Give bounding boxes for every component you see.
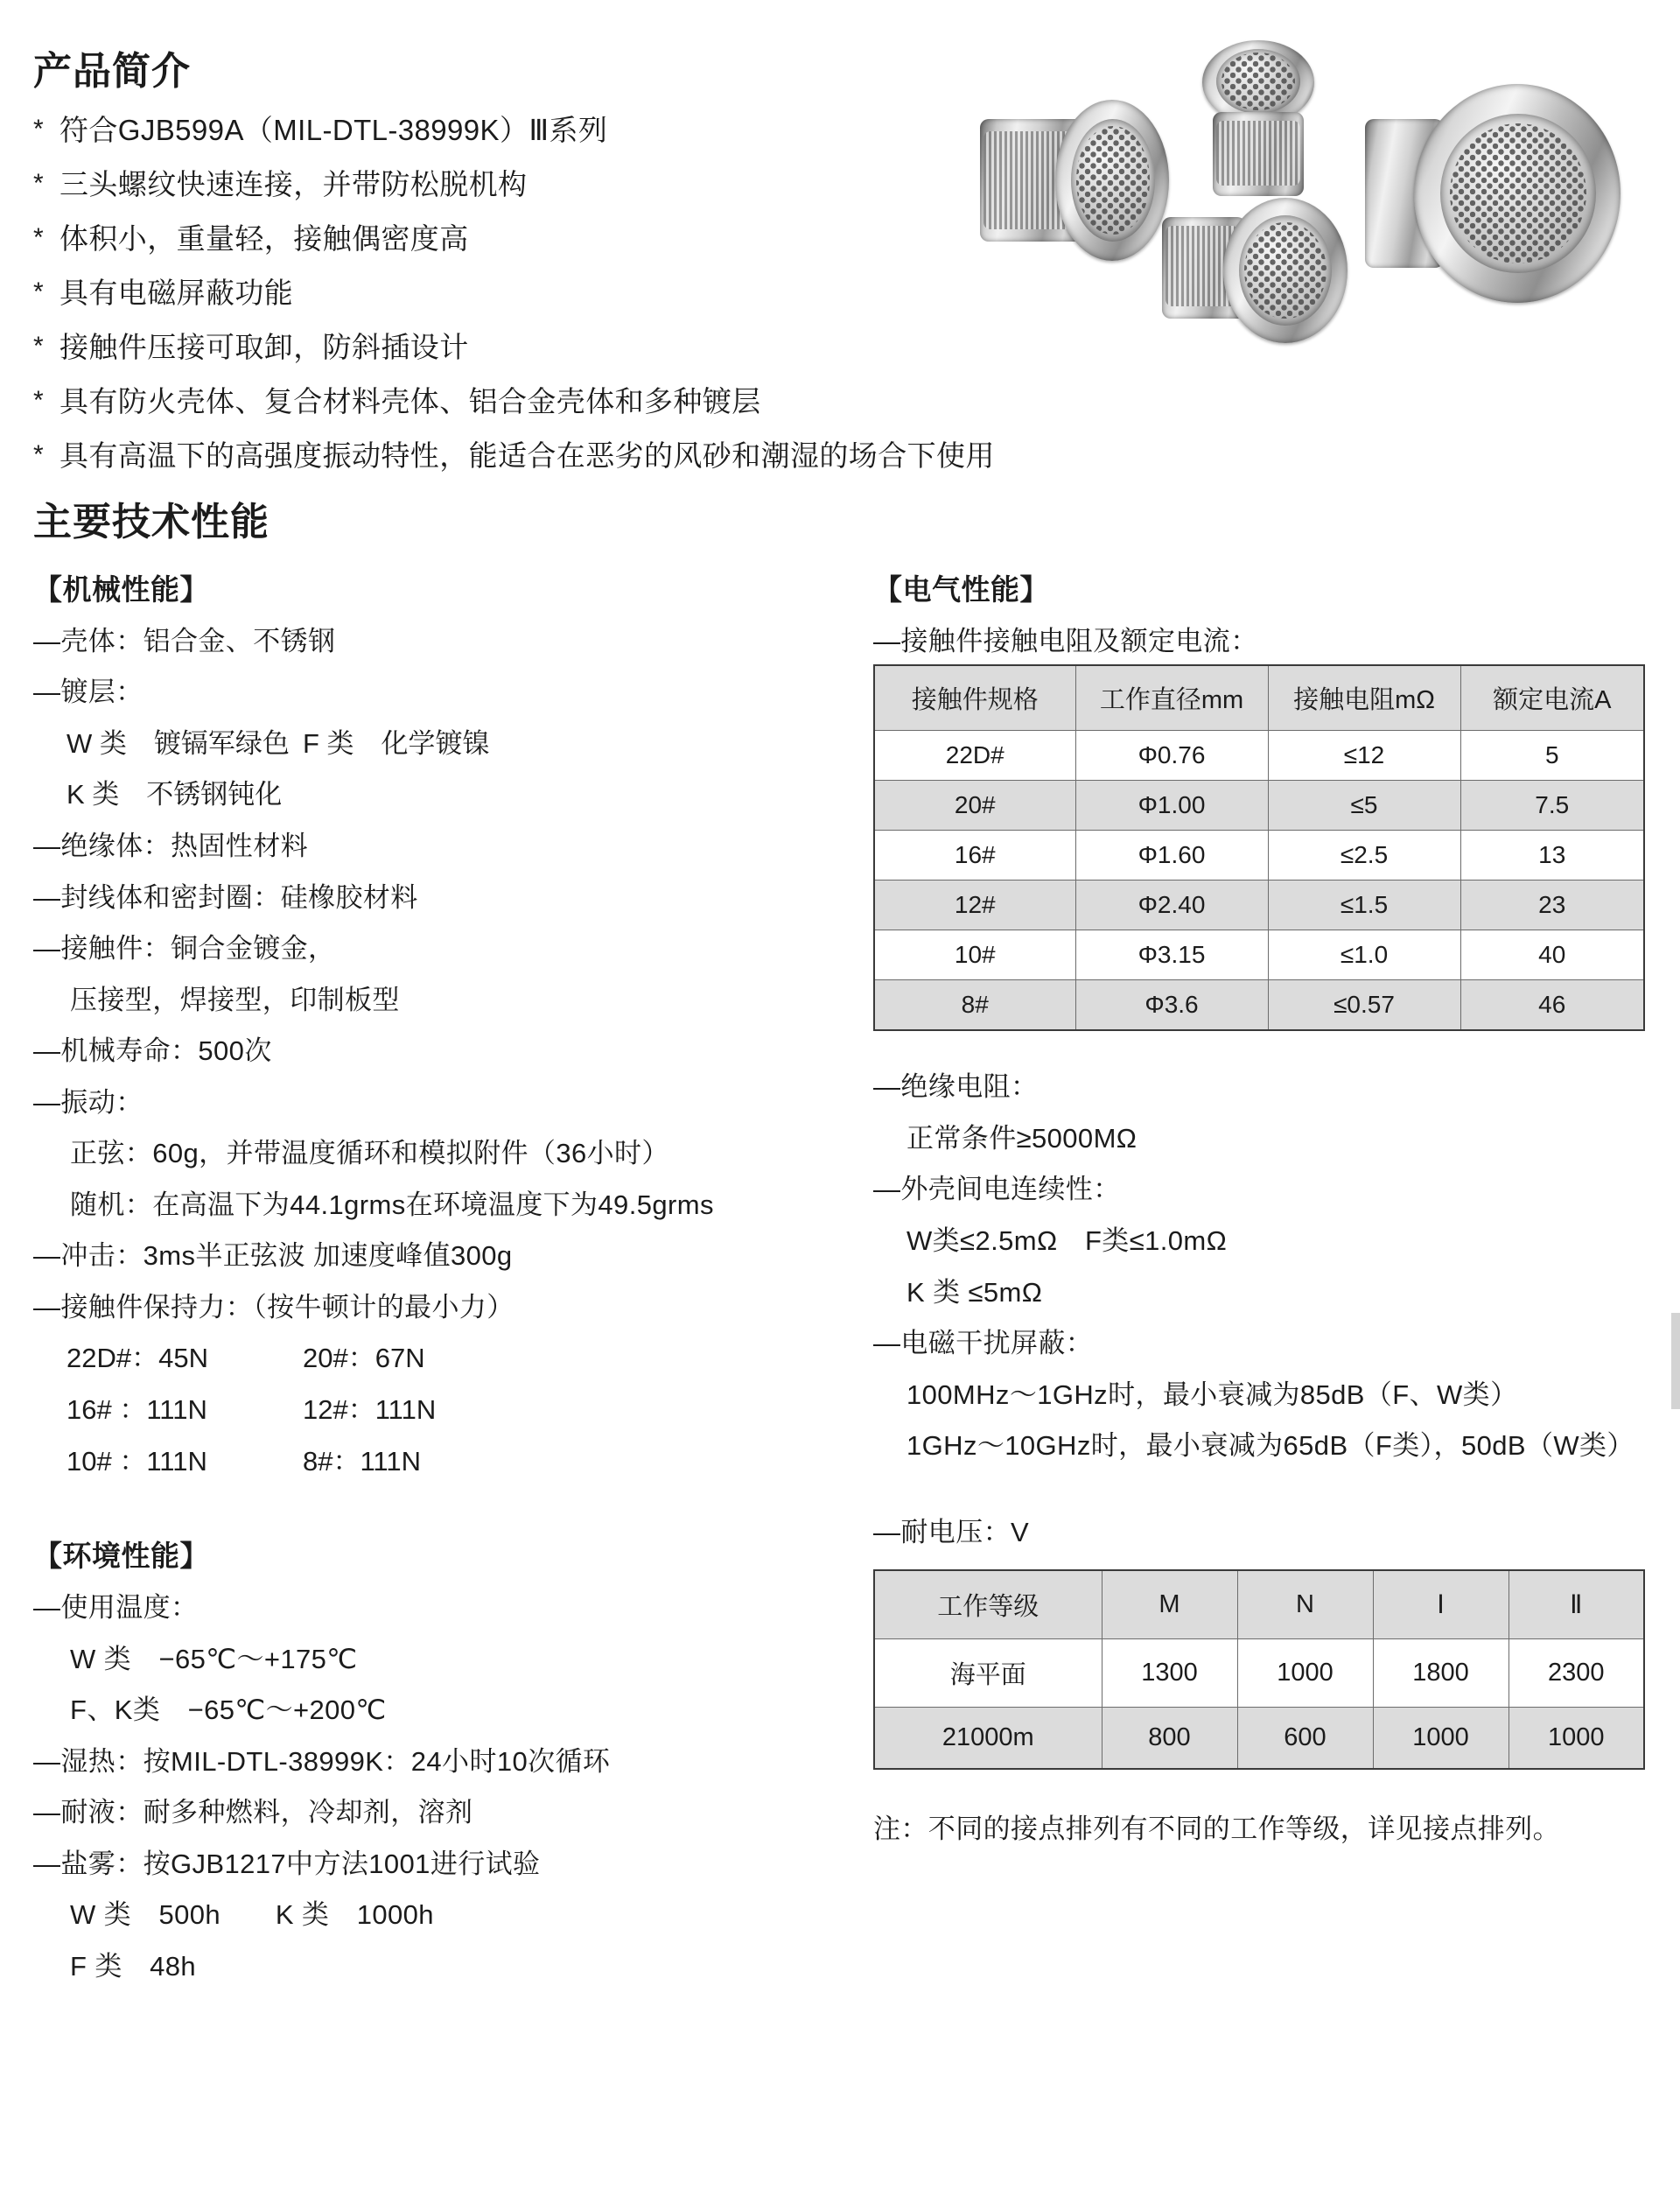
mechanical-insulator: —绝缘体：热固性材料	[33, 830, 308, 861]
intro-title: 产品简介	[33, 50, 191, 93]
emi-heading: —电磁干扰屏蔽：	[873, 1328, 1094, 1359]
emi-range-1: 100MHz～1GHz时，最小衰减为85dB（F、W类）	[906, 1379, 1518, 1410]
cell: 23	[1460, 881, 1644, 930]
retention-row	[33, 1445, 873, 1477]
environment-salt-f: F 类 48h	[70, 1950, 197, 1982]
connector-photo-1	[980, 93, 1172, 268]
emi-range-2: 1GHz～10GHz时，最小衰减为65dB（F类），50dB（W类）	[906, 1430, 1634, 1462]
cell: 10#	[874, 930, 1075, 980]
plating-f: F 类 化学镀镍	[303, 727, 490, 759]
table-row	[874, 1708, 1644, 1770]
environment-temp-label: —使用温度：	[33, 1592, 199, 1624]
bullet-text: 具有电磁屏蔽功能	[60, 277, 294, 310]
table-row	[874, 881, 1644, 930]
contact-table-caption: —接触件接触电阻及额定电流：	[873, 625, 1258, 656]
mechanical-plating-label: —镀层：	[33, 677, 144, 708]
environment-temp-fk: F、K类 −65℃～+200℃	[70, 1694, 387, 1726]
cell: 7.5	[1460, 781, 1644, 831]
cell: Φ2.40	[1075, 881, 1268, 930]
tech-columns	[33, 567, 1654, 2004]
cell: 800	[1102, 1708, 1237, 1770]
cell: Φ1.00	[1075, 781, 1268, 831]
cell: ≤5	[1268, 781, 1460, 831]
cell: 1000	[1373, 1708, 1508, 1770]
tech-column-right	[873, 567, 1661, 2004]
mechanical-vibration-label: —振动：	[33, 1086, 144, 1118]
cell: 600	[1237, 1708, 1373, 1770]
table-row	[874, 930, 1644, 980]
environment-humidity: —湿热：按MIL-DTL-38999K：24小时10次循环	[33, 1745, 611, 1777]
cell: ≤2.5	[1268, 831, 1460, 881]
connector-photo-2	[1190, 40, 1339, 207]
cell: Φ0.76	[1075, 731, 1268, 781]
cell: 13	[1460, 831, 1644, 881]
table-row	[874, 781, 1644, 831]
continuity-heading: —外壳间电连续性：	[873, 1174, 1121, 1205]
withstanding-voltage-table	[873, 1569, 1645, 1770]
list-item	[33, 277, 961, 310]
retention-row	[33, 1393, 873, 1425]
list-item	[33, 387, 961, 416]
list-item	[33, 331, 961, 364]
col-ii: Ⅱ	[1508, 1570, 1644, 1639]
cell: 2300	[1508, 1639, 1644, 1708]
retention-12: 12#：111N	[303, 1393, 437, 1425]
connector-photo-3	[1162, 198, 1354, 355]
cell: 40	[1460, 930, 1644, 980]
continuity-wf: W类≤2.5mΩ F类≤1.0mΩ	[906, 1224, 1228, 1256]
retention-22d: 22D#：45N	[66, 1343, 208, 1374]
cell: 8#	[874, 980, 1075, 1031]
retention-8: 8#：111N	[303, 1445, 421, 1477]
retention-16: 16# ：111N	[66, 1393, 207, 1425]
cell: 46	[1460, 980, 1644, 1031]
cell: Φ3.6	[1075, 980, 1268, 1031]
mechanical-contact-types: 压接型，焊接型，印制板型	[70, 984, 400, 1015]
col-rated-current: 额定电流A	[1460, 665, 1644, 731]
cell: Φ1.60	[1075, 831, 1268, 881]
cell: 1300	[1102, 1639, 1237, 1708]
cell: Φ3.15	[1075, 930, 1268, 980]
plating-w: W 类 镀镉军绿色	[66, 727, 290, 759]
cell: 1000	[1508, 1708, 1644, 1770]
cell: 12#	[874, 881, 1075, 930]
environment-salt-label: —盐雾：按GJB1217中方法1001进行试验	[33, 1848, 541, 1879]
product-photo-group	[928, 32, 1654, 443]
mechanical-heading: 【机械性能】	[33, 572, 209, 606]
asterisk-icon: *	[33, 277, 44, 307]
table-row	[874, 1639, 1644, 1708]
col-i: Ⅰ	[1373, 1570, 1508, 1639]
table-row	[874, 980, 1644, 1031]
asterisk-icon: *	[33, 115, 44, 144]
environment-salt-wk: W 类 500h K 类 1000h	[70, 1899, 434, 1931]
retention-20: 20#：67N	[303, 1343, 425, 1374]
col-service-rating: 工作等级	[874, 1570, 1102, 1639]
mechanical-grommet: —封线体和密封圈：硅橡胶材料	[33, 881, 418, 913]
asterisk-icon: *	[33, 169, 44, 199]
voltage-heading: —耐电压：V	[873, 1516, 1030, 1547]
mechanical-life: —机械寿命：500次	[33, 1035, 272, 1067]
list-item	[33, 222, 961, 256]
cell: 22D#	[874, 731, 1075, 781]
col-contact-size: 接触件规格	[874, 665, 1075, 731]
retention-10: 10# ：111N	[66, 1445, 207, 1477]
cell: ≤12	[1268, 731, 1460, 781]
asterisk-icon: *	[33, 386, 44, 416]
page-edge-marker	[1671, 1313, 1680, 1409]
plating-row	[33, 781, 873, 810]
cell: ≤0.57	[1268, 980, 1460, 1031]
cell: 16#	[874, 831, 1075, 881]
electrical-heading: 【电气性能】	[873, 572, 1049, 606]
plating-row	[33, 727, 873, 759]
asterisk-icon: *	[33, 332, 44, 361]
environment-temp-w: W 类 −65℃～+175℃	[70, 1643, 358, 1674]
mechanical-shell: —壳体：铝合金、不锈钢	[33, 625, 336, 656]
plating-k: K 类 不锈钢钝化	[66, 779, 283, 810]
bullet-text: 具有高温下的高强度振动特性，能适合在恶劣的风砂和潮湿的场合下使用	[60, 439, 995, 473]
cell: 1800	[1373, 1639, 1508, 1708]
bullet-text: 三头螺纹快速连接，并带防松脱机构	[60, 168, 528, 201]
connector-photo-4	[1365, 84, 1628, 312]
cell: 20#	[874, 781, 1075, 831]
insulation-value: 正常条件≥5000MΩ	[906, 1122, 1138, 1154]
contact-resistance-table	[873, 664, 1645, 1031]
asterisk-icon: *	[33, 223, 44, 253]
cell: 5	[1460, 731, 1644, 781]
table-row	[874, 831, 1644, 881]
environment-fluid: —耐液：耐多种燃料，冷却剂，溶剂	[33, 1797, 473, 1828]
mechanical-contacts: —接触件：铜合金镀金，	[33, 933, 336, 965]
vibration-sine: 正弦：60g，并带温度循环和模拟附件（36小时）	[70, 1138, 669, 1169]
bullet-text: 符合GJB599A（MIL-DTL-38999K）Ⅲ系列	[60, 114, 608, 147]
bullet-text: 体积小，重量轻，接触偶密度高	[60, 222, 469, 256]
asterisk-icon: *	[33, 440, 44, 470]
list-item	[33, 439, 995, 473]
cell: ≤1.5	[1268, 881, 1460, 930]
cell: 1000	[1237, 1639, 1373, 1708]
mechanical-shock: —冲击：3ms半正弦波 加速度峰值300g	[33, 1240, 513, 1272]
insulation-heading: —绝缘电阻：	[873, 1071, 1039, 1103]
col-n: N	[1237, 1570, 1373, 1639]
col-contact-resistance: 接触电阻mΩ	[1268, 665, 1460, 731]
col-working-diameter: 工作直径mm	[1075, 665, 1268, 731]
table-row	[874, 731, 1644, 781]
bullet-text: 接触件压接可取卸，防斜插设计	[60, 331, 469, 364]
table-note: 注：不同的接点排列有不同的工作等级，详见接点排列。	[873, 1814, 1560, 1845]
cell: ≤1.0	[1268, 930, 1460, 980]
table-header-row	[874, 1570, 1644, 1639]
intro-bullet-list	[33, 114, 995, 473]
table-header-row	[874, 665, 1644, 731]
list-item	[33, 170, 961, 199]
tech-column-left	[33, 567, 873, 2004]
list-item	[33, 114, 961, 147]
continuity-k: K 类 ≤5mΩ	[906, 1276, 1043, 1308]
bullet-text: 具有防火壳体、复合材料壳体、铝合金壳体和多种镀层	[60, 385, 761, 418]
cell: 21000m	[874, 1708, 1102, 1770]
environment-heading: 【环境性能】	[33, 1540, 209, 1573]
col-m: M	[1102, 1570, 1237, 1639]
retention-heading: —接触件保持力：（按牛顿计的最小力）	[33, 1291, 514, 1323]
retention-row	[33, 1344, 873, 1373]
cell: 海平面	[874, 1639, 1102, 1708]
tech-title: 主要技术性能	[33, 501, 270, 544]
vibration-random: 随机：在高温下为44.1grms在环境温度下为49.5grms	[70, 1189, 714, 1220]
